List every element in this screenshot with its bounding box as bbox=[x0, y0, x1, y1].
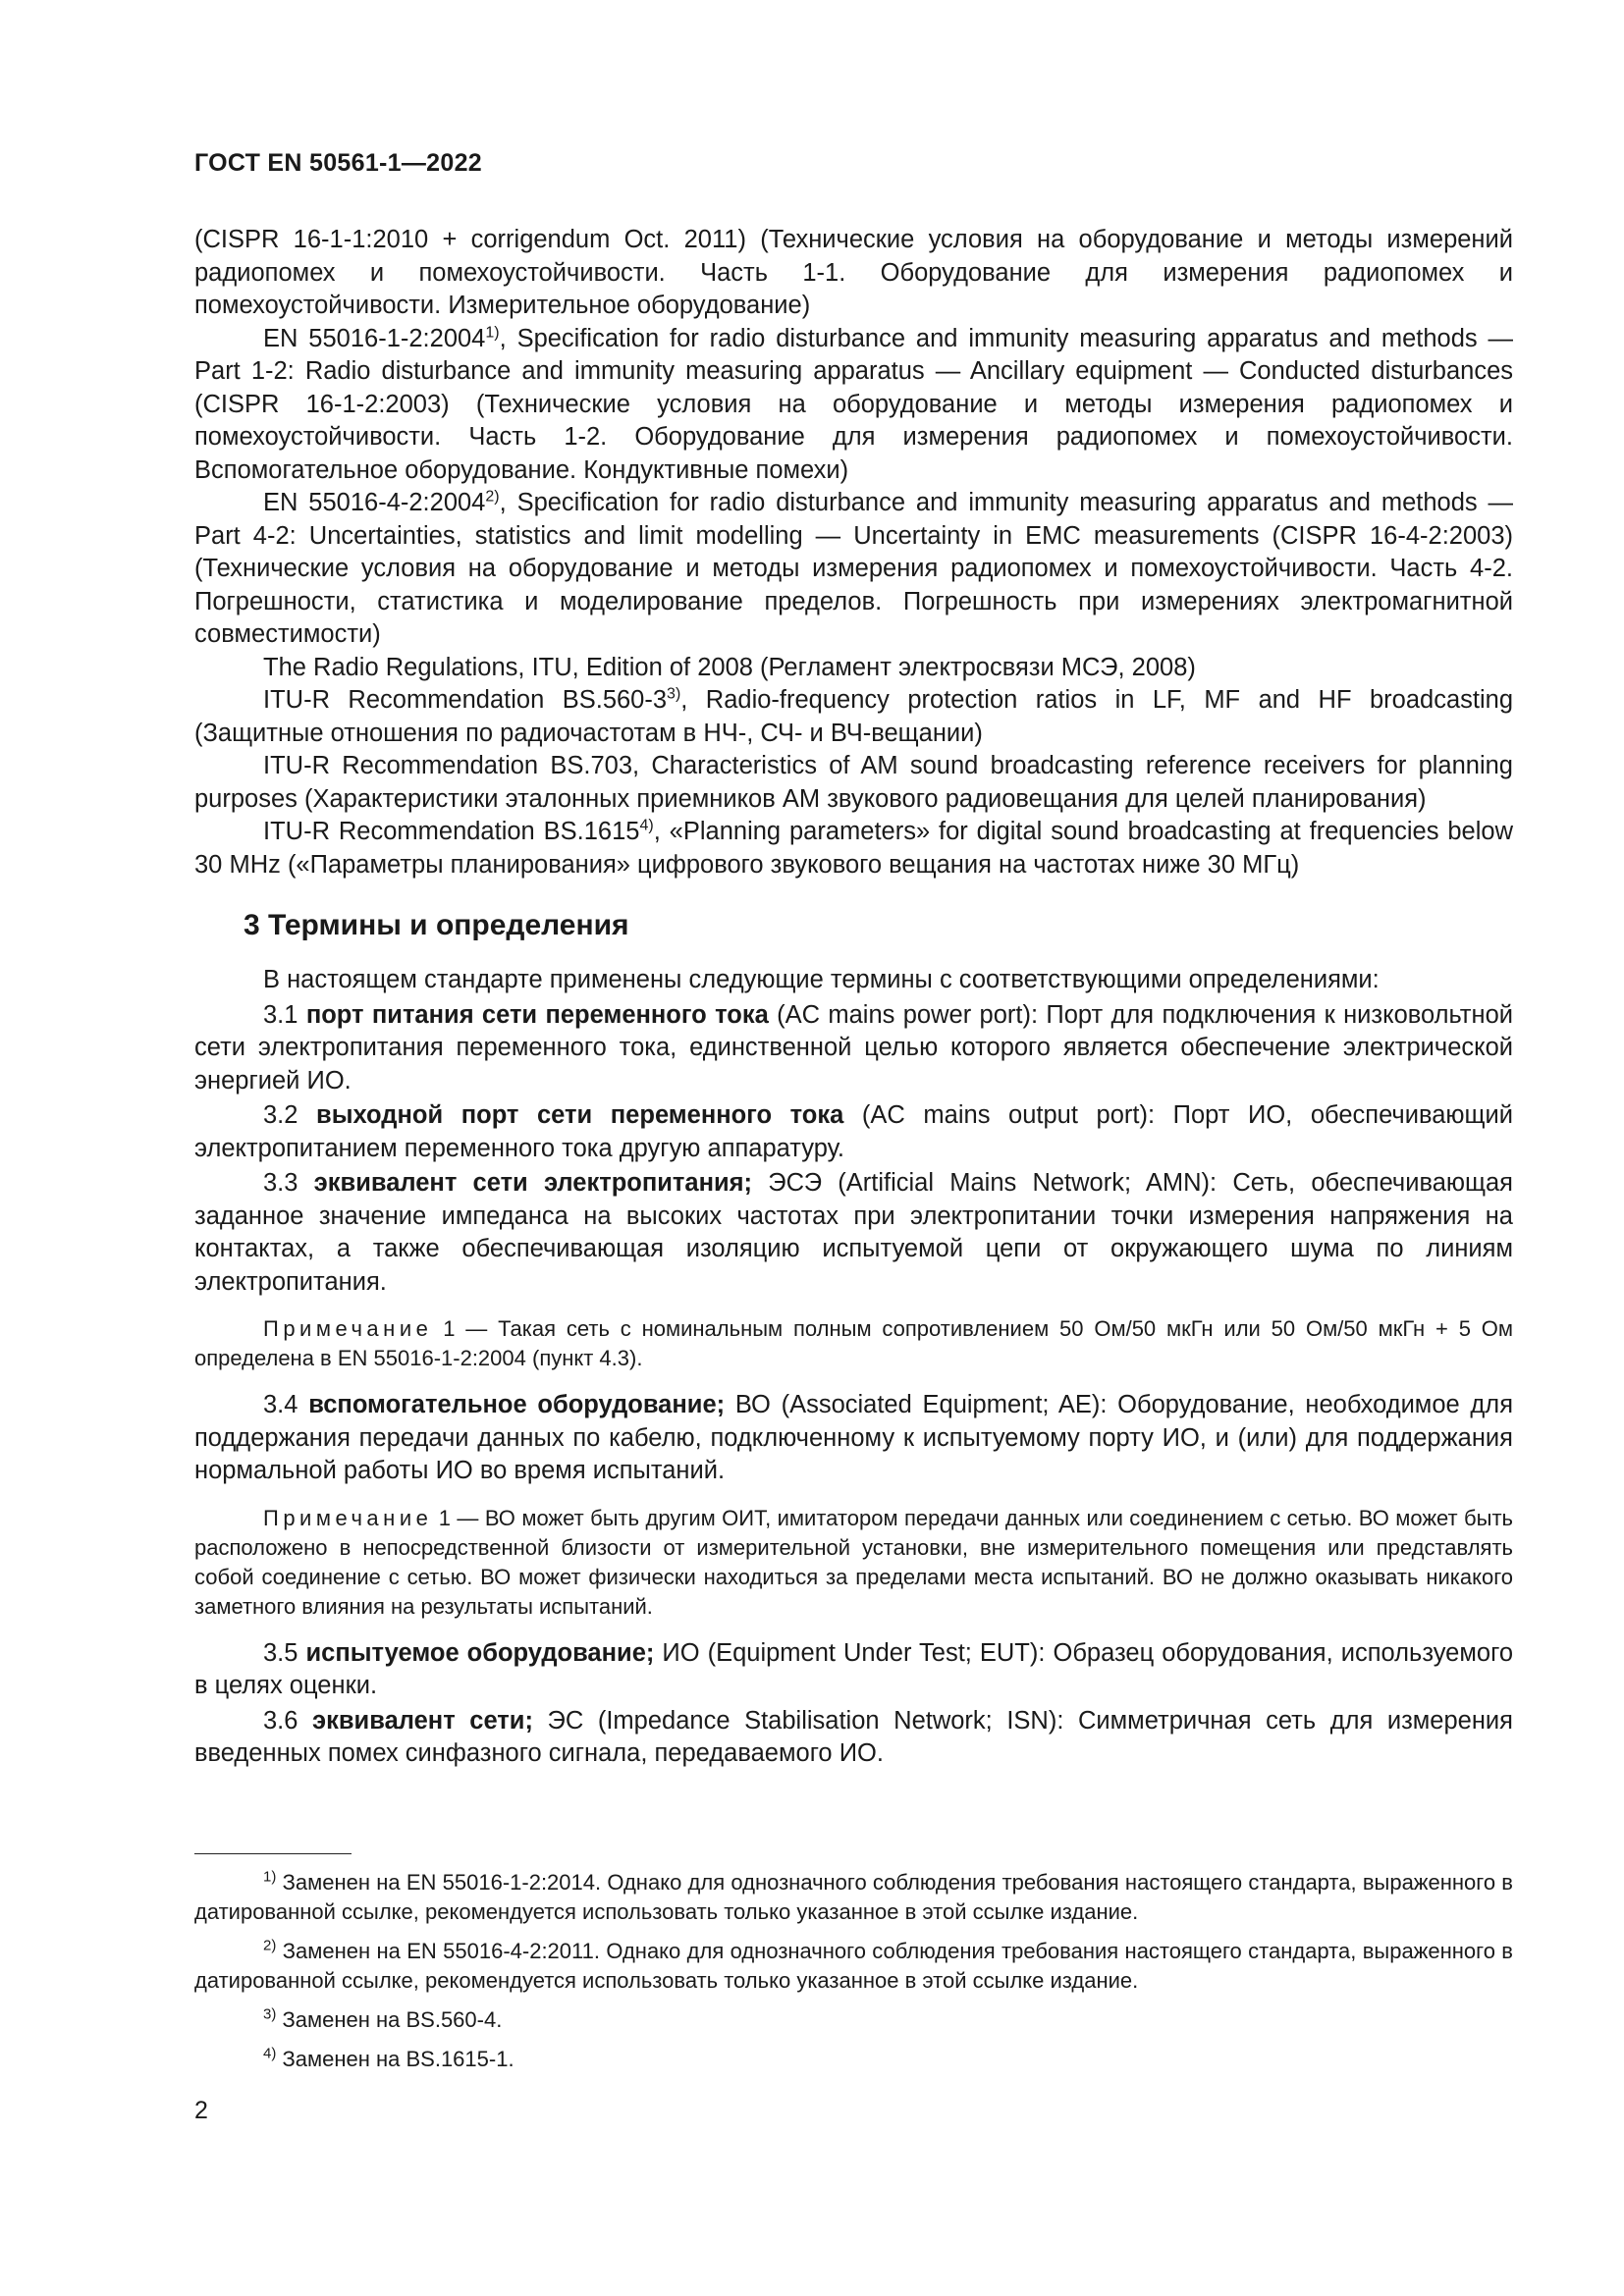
reference-code: EN 55016-4-2:2004 bbox=[263, 489, 486, 516]
footnote-mark: 1) bbox=[263, 1868, 277, 1886]
reference-text: ITU-R Recommendation BS.703, Characteristics of AM sound broadcasting reference receivers for planning purposes (Характеристики эталонных приемников АМ звукового радиовещания для целей планирования) bbox=[194, 752, 1513, 813]
term-definition: ЭСЭ (Artificial Mains Network; AMN): Сеть, обеспечивающая заданное значение импеданса на высоких частотах при электропитании точки измерения напряжения на контактах, а также обеспечивающая изоляцию испытуемой цепи от окружающего шума по линиям электропитания. bbox=[194, 1169, 1513, 1296]
reference-code: EN 55016-1-2:2004 bbox=[263, 324, 486, 352]
term-title: испытуемое оборудование; bbox=[305, 1638, 655, 1667]
footnote-2 bbox=[194, 1937, 1513, 1996]
footnote-text: Заменен на BS.1615-1. bbox=[276, 2047, 514, 2071]
term-number: 3.6 bbox=[263, 1706, 298, 1735]
footnote-ref-2[interactable]: 2) bbox=[485, 488, 500, 506]
footnote-1 bbox=[194, 1868, 1513, 1927]
term-title: эквивалент сети электропитания; bbox=[313, 1169, 753, 1197]
term-number: 3.1 bbox=[263, 1000, 298, 1029]
note-number: 1 bbox=[443, 1316, 456, 1341]
reference-text: , «Planning parameters» for digital sound broadcasting at frequencies below 30 MHz («Параметры планирования» цифрового звукового вещания на частотах ниже 30 МГц) bbox=[194, 818, 1513, 879]
term-3-1 bbox=[194, 999, 1513, 1098]
reference-text: , Specification for radio disturbance and immunity measuring apparatus and methods — Part 4-2: Uncertainties, statistics and limit modelling — Uncertainty in EMC measurements (CISPR 16-4-2:2003) (Технические условия на оборудование и методы измерения радиопомех и помехоустойчивости. Часть 4-2. Погрешности, статистика и моделирование пределов. Погрешность при измерениях электромагнитной совместимости) bbox=[194, 489, 1514, 648]
page-header-doc-code: ГОСТ EN 50561-1—2022 bbox=[194, 149, 482, 177]
footnote-ref-3[interactable]: 3) bbox=[667, 685, 681, 703]
note-text: — Такая сеть с номинальным полным сопротивлением 50 Ом/50 мкГн или 50 Ом/50 мкГн + 5 Ом определена в EN 55016-1-2:2004 (пункт 4.3). bbox=[194, 1316, 1513, 1370]
reference-bs-1615 bbox=[194, 816, 1513, 881]
term-3-6 bbox=[194, 1705, 1513, 1771]
page-body bbox=[194, 224, 1513, 1771]
footnote-mark: 2) bbox=[263, 1937, 277, 1954]
term-definition: ВО (Associated Equipment; AE): Оборудование, необходимое для поддержания передачи данных по кабелю, подключенному к испытуемому порту ИО, и (или) для поддержания нормальной работы ИО во время испытаний. bbox=[194, 1391, 1513, 1484]
term-title: выходной порт сети переменного тока bbox=[316, 1101, 844, 1129]
footnote-mark: 4) bbox=[263, 2045, 277, 2062]
note-label: Примечание bbox=[263, 1316, 433, 1341]
reference-text: , Radio-frequency protection ratios in LF, MF and HF broadcasting (Защитные отношения по радиочастотам в НЧ-, СЧ- и ВЧ-вещании) bbox=[194, 686, 1514, 747]
reference-cispr-16-1-1 bbox=[194, 224, 1513, 323]
reference-en-55016-4-2 bbox=[194, 487, 1513, 652]
section-heading-terms: 3 Термины и определения bbox=[244, 909, 629, 941]
term-number: 3.2 bbox=[263, 1101, 298, 1129]
term-number: 3.3 bbox=[263, 1169, 298, 1197]
footnote-text: Заменен на EN 55016-4-2:2011. Однако для однозначного соблюдения требования настоящего стандарта, выраженного в датированной ссылке, рекомендуется использовать только указанное в этой ссылке издание. bbox=[194, 1939, 1513, 1993]
footnote-3 bbox=[194, 2005, 1513, 2035]
term-3-2 bbox=[194, 1099, 1513, 1165]
reference-bs-703 bbox=[194, 750, 1513, 816]
note-text: — ВО может быть другим ОИТ, имитатором передачи данных или соединением с сетью. ВО может быть расположено в непосредственной близости от измерительной установки, вне измерительного помещения или представлять собой соединение с сетью. ВО может физически находиться за пределами места испытаний. ВО не должно оказывать никакого заметного влияния на результаты испытаний. bbox=[194, 1505, 1513, 1619]
note-3-3 bbox=[194, 1314, 1513, 1373]
reference-text: (CISPR 16-1-1:2010 + corrigendum Oct. 2011) (Технические условия на оборудование и методы измерений радиопомех и помехоустойчивости. Часть 1-1. Оборудование для измерения радиопомех и помехоустойчивости. Измерительное оборудование) bbox=[194, 226, 1513, 319]
section-intro: В настоящем стандарте применены следующие термины с соответствующими определениями: bbox=[263, 966, 1380, 993]
reference-text: The Radio Regulations, ITU, Edition of 2008 (Регламент электросвязи МСЭ, 2008) bbox=[263, 653, 1196, 681]
footnote-divider bbox=[194, 1853, 352, 1854]
reference-text: , Specification for radio disturbance and immunity measuring apparatus and methods — Part 1-2: Radio disturbance and immunity measuring apparatus — Ancillary equipment — Conducted disturbances (CISPR 16-1-2:2003) (Технические условия на оборудование и методы измерения радиопомех и помехоустойчивости. Часть 1-2. Оборудование для измерения радиопомех и помехоустойчивости. Вспомогательное оборудование. Кондуктивные помехи) bbox=[194, 324, 1514, 484]
footnotes bbox=[194, 1853, 1513, 2084]
term-definition: (AC mains output port): Порт ИО, обеспечивающий электропитанием переменного тока другую аппаратуру. bbox=[194, 1101, 1513, 1162]
footnote-text: Заменен на BS.560-4. bbox=[276, 2007, 503, 2032]
reference-radio-regulations bbox=[194, 652, 1513, 685]
note-label: Примечание bbox=[263, 1505, 433, 1530]
term-definition: ЭС (Impedance Stabilisation Network; ISN): Симметричная сеть для измерения введенных помех синфазного сигнала, передаваемого ИО. bbox=[194, 1706, 1513, 1767]
term-3-4 bbox=[194, 1389, 1513, 1488]
footnote-text: Заменен на EN 55016-1-2:2014. Однако для однозначного соблюдения требования настоящего стандарта, выраженного в датированной ссылке, рекомендуется использовать только указанное в этой ссылке издание. bbox=[194, 1870, 1513, 1924]
term-title: эквивалент сети; bbox=[312, 1706, 533, 1735]
footnote-ref-4[interactable]: 4) bbox=[639, 817, 654, 834]
footnote-4 bbox=[194, 2045, 1513, 2074]
term-title: порт питания сети переменного тока bbox=[305, 1000, 769, 1029]
reference-code: ITU-R Recommendation BS.560-3 bbox=[263, 686, 668, 714]
reference-code: ITU-R Recommendation BS.1615 bbox=[263, 818, 640, 845]
term-number: 3.5 bbox=[263, 1638, 298, 1667]
note-3-4 bbox=[194, 1504, 1513, 1622]
footnote-ref-1[interactable]: 1) bbox=[485, 324, 500, 341]
reference-en-55016-1-2 bbox=[194, 323, 1513, 488]
reference-bs-560-3 bbox=[194, 684, 1513, 750]
term-3-3 bbox=[194, 1167, 1513, 1299]
term-number: 3.4 bbox=[263, 1391, 298, 1418]
term-title: вспомогательное оборудование; bbox=[308, 1391, 726, 1418]
term-definition: (AC mains power port): Порт для подключения к низковольтной сети электропитания переменного тока, единственной целью которого является обеспечение электрической энергией ИО. bbox=[194, 1000, 1513, 1095]
term-definition: ИО (Equipment Under Test; EUT): Образец оборудования, используемого в целях оценки. bbox=[194, 1638, 1513, 1699]
footnote-mark: 3) bbox=[263, 2005, 277, 2023]
page-number: 2 bbox=[194, 2097, 208, 2124]
note-number: 1 bbox=[438, 1505, 452, 1530]
term-3-5 bbox=[194, 1637, 1513, 1703]
